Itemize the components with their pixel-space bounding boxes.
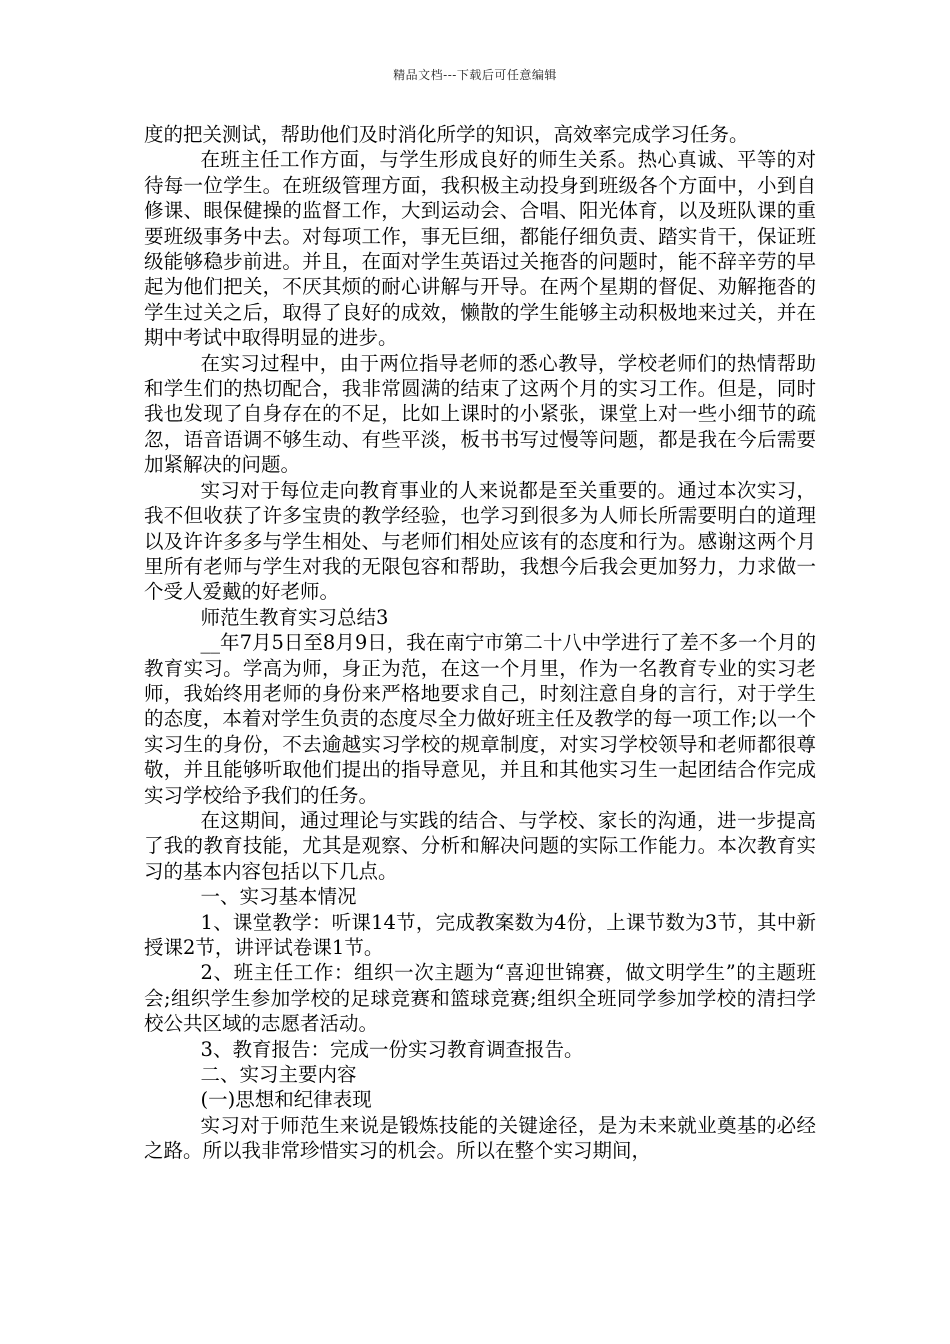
paragraph: 实习对于师范生来说是锻炼技能的关键途径，是为未来就业奠基的必经之路。所以我非常珍惜实习的机会。所以在整个实习期间， [144,1113,816,1163]
list-item: 1、课堂教学：听课14节，完成教案数为4份，上课节数为3节，其中新授课2节，讲评试卷课1节。 [144,910,816,959]
paragraph: __年7月5日至8月9日，我在南宁市第二十八中学进行了差不多一个月的教育实习。学高为师，身正为范，在这一个月里，作为一名教育专业的实习老师，我始终用老师的身份来严格地要求自己，时刻注意自身的言行，对于学生的态度，本着对学生负责的态度尽全力做好班主任及教学的每一项工作;以一个实习生的身份，不去逾越实习学校的规章制度，对实习学校领导和老师都很尊敬，并且能够听取他们提出的指导意见，并且和其他实习生一起团结合作完成实习学校给予我们的任务。 [144,631,816,807]
heading: 二、实习主要内容 [200,1063,357,1087]
section-title: 师范生教育实习总结3 [200,605,389,629]
paragraph: 在班主任工作方面，与学生形成良好的师生关系。热心真诚、平等的对待每一位学生。在班级管理方面，我积极主动投身到班级各个方面中，小到自修课、眼保健操的监督工作，大到运动会、合唱、阳光体育，以及班队课的重要班级事务中去。对每项工作，事无巨细，都能仔细负责、踏实肯干，保证班级能够稳步前进。并且，在面对学生英语过关拖沓的问题时，能不辞辛劳的早起为他们把关，不厌其烦的耐心讲解与开导。在两个星期的督促、劝解拖沓的学生过关之后，取得了良好的成效，懒散的学生能够主动积极地来过关，并在期中考试中取得明显的进步。 [144,148,816,350]
heading: 一、实习基本情况 [200,885,357,909]
document-body [144,122,816,1164]
subheading: (一)思想和纪律表现 [200,1088,372,1112]
list-item: 2、班主任工作：组织一次主题为“喜迎世锦赛，做文明学生”的主题班会;组织学生参加学校的足球竞赛和篮球竞赛;组织全班同学参加学校的清扫学校公共区域的志愿者活动。 [144,961,816,1036]
list-item: 3、教育报告：完成一份实习教育调查报告。 [200,1037,584,1061]
paragraph: 在这期间，通过理论与实践的结合、与学校、家长的沟通，进一步提高了我的教育技能，尤其是观察、分析和解决问题的实际工作能力。本次教育实习的基本内容包括以下几点。 [144,808,816,883]
paragraph: 度的把关测试，帮助他们及时消化所学的知识，高效率完成学习任务。 [144,123,749,146]
page-header: 精品文档---下载后可任意编辑 [393,68,557,82]
paragraph: 实习对于每位走向教育事业的人来说都是至关重要的。通过本次实习，我不但收获了许多宝贵的教学经验，也学习到很多为人师长所需要明白的道理以及许许多多与学生相处、与老师们相处应该有的态度和行为。感谢这两个月里所有老师与学生对我的无限包容和帮助，我想今后我会更加努力，力求做一个受人爱戴的好老师。 [144,478,816,604]
paragraph: 在实习过程中，由于两位指导老师的悉心教导，学校老师们的热情帮助和学生们的热切配合，我非常圆满的结束了这两个月的实习工作。但是，同时我也发现了自身存在的不足，比如上课时的小紧张，课堂上对一些小细节的疏忽，语音语调不够生动、有些平淡，板书书写过慢等问题，都是我在今后需要加紧解决的问题。 [144,351,816,477]
